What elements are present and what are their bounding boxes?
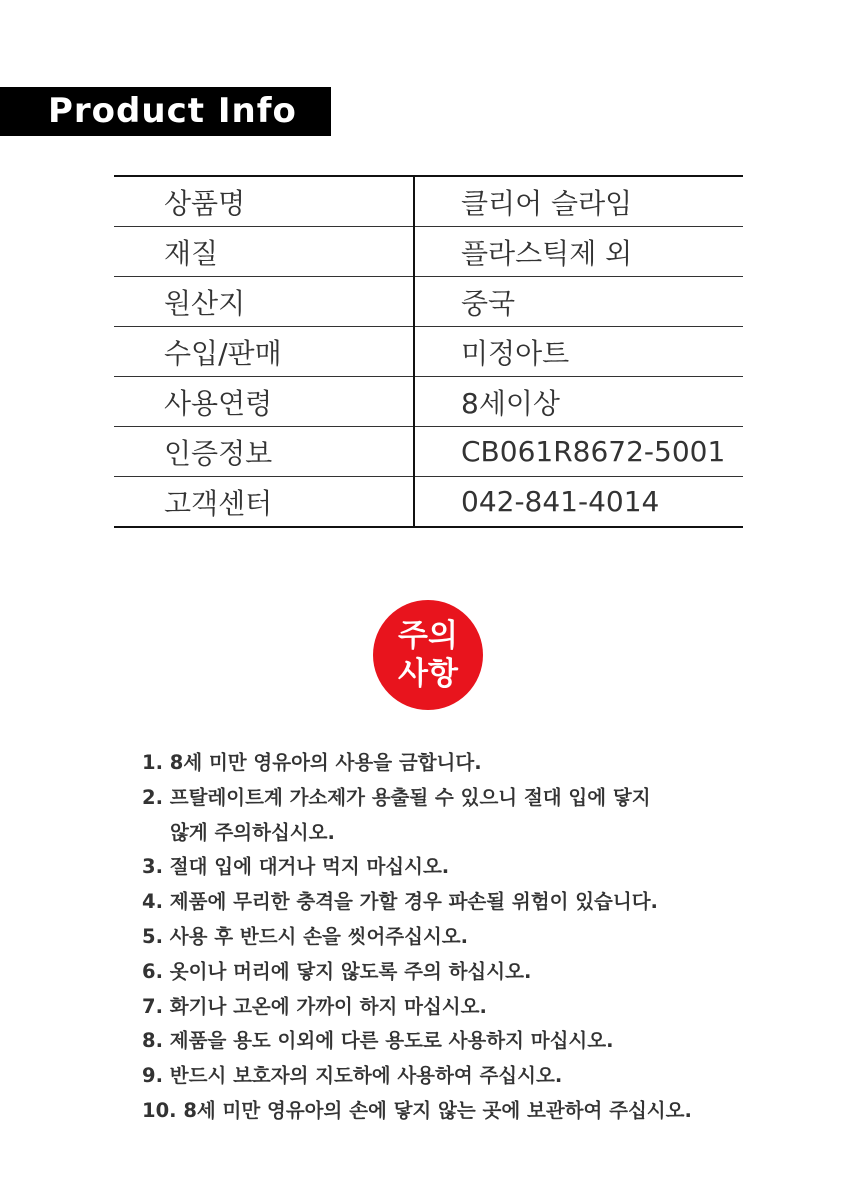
caution-item-text: 9. 반드시 보호자의 지도하에 사용하여 주십시오.	[142, 1064, 563, 1088]
caution-item	[142, 990, 842, 1025]
caution-item-text: 4. 제품에 무리한 충격을 가할 경우 파손될 위험이 있습니다.	[142, 890, 658, 914]
row-value: 플라스틱제 외	[414, 227, 743, 277]
row-key: 인증정보	[114, 427, 414, 477]
caution-item	[142, 746, 842, 781]
table-row	[114, 227, 743, 277]
caution-item-text: 1. 8세 미만 영유아의 사용을 금합니다.	[142, 751, 482, 774]
product-info-header	[0, 87, 331, 136]
row-value: 8세이상	[414, 377, 743, 427]
caution-item	[142, 850, 842, 885]
table-row	[114, 176, 743, 227]
caution-item-text: 8. 제품을 용도 이외에 다른 용도로 사용하지 마십시오.	[142, 1029, 614, 1053]
row-value: 중국	[414, 277, 743, 327]
row-key: 수입/판매	[114, 327, 414, 377]
table-row	[114, 427, 743, 477]
row-value: 042-841-4014	[414, 477, 743, 528]
caution-item-text: 5. 사용 후 반드시 손을 씻어주십시오.	[142, 924, 469, 948]
caution-badge-line1: 주의	[398, 618, 458, 654]
row-value: 미정아트	[414, 327, 743, 377]
caution-badge-line2: 사항	[398, 656, 458, 692]
row-key: 고객센터	[114, 477, 414, 528]
row-value: 클리어 슬라임	[414, 176, 743, 227]
row-value: CB061R8672-5001	[414, 427, 743, 477]
caution-item	[142, 885, 842, 920]
row-key: 상품명	[114, 176, 414, 227]
caution-item-text: 6. 옷이나 머리에 닿지 않도록 주의 하십시오.	[142, 959, 532, 983]
caution-item-continuation: 않게 주의하십시오.	[170, 820, 335, 844]
caution-list	[142, 746, 842, 1129]
row-key: 원산지	[114, 277, 414, 327]
row-key: 사용연령	[114, 377, 414, 427]
caution-item-text: 10. 8세 미만 영유아의 손에 닿지 않는 곳에 보관하여 주십시오.	[142, 1098, 692, 1122]
caution-item	[142, 955, 842, 990]
caution-item-text: 2. 프탈레이트계 가소제가 용출될 수 있으니 절대 입에 닿지	[142, 785, 651, 809]
product-info-table	[114, 175, 743, 528]
row-key: 재질	[114, 227, 414, 277]
page-title: Product Info	[48, 91, 297, 131]
table-row	[114, 327, 743, 377]
caution-badge	[373, 600, 483, 710]
caution-item	[142, 920, 842, 955]
caution-item-text: 3. 절대 입에 대거나 먹지 마십시오.	[142, 855, 450, 879]
table-row	[114, 377, 743, 427]
caution-item	[142, 1094, 842, 1129]
table-row	[114, 477, 743, 528]
caution-item	[142, 781, 842, 851]
table-row	[114, 277, 743, 327]
caution-item-text: 7. 화기나 고온에 가까이 하지 마십시오.	[142, 994, 487, 1018]
caution-item	[142, 1059, 842, 1094]
caution-item	[142, 1024, 842, 1059]
